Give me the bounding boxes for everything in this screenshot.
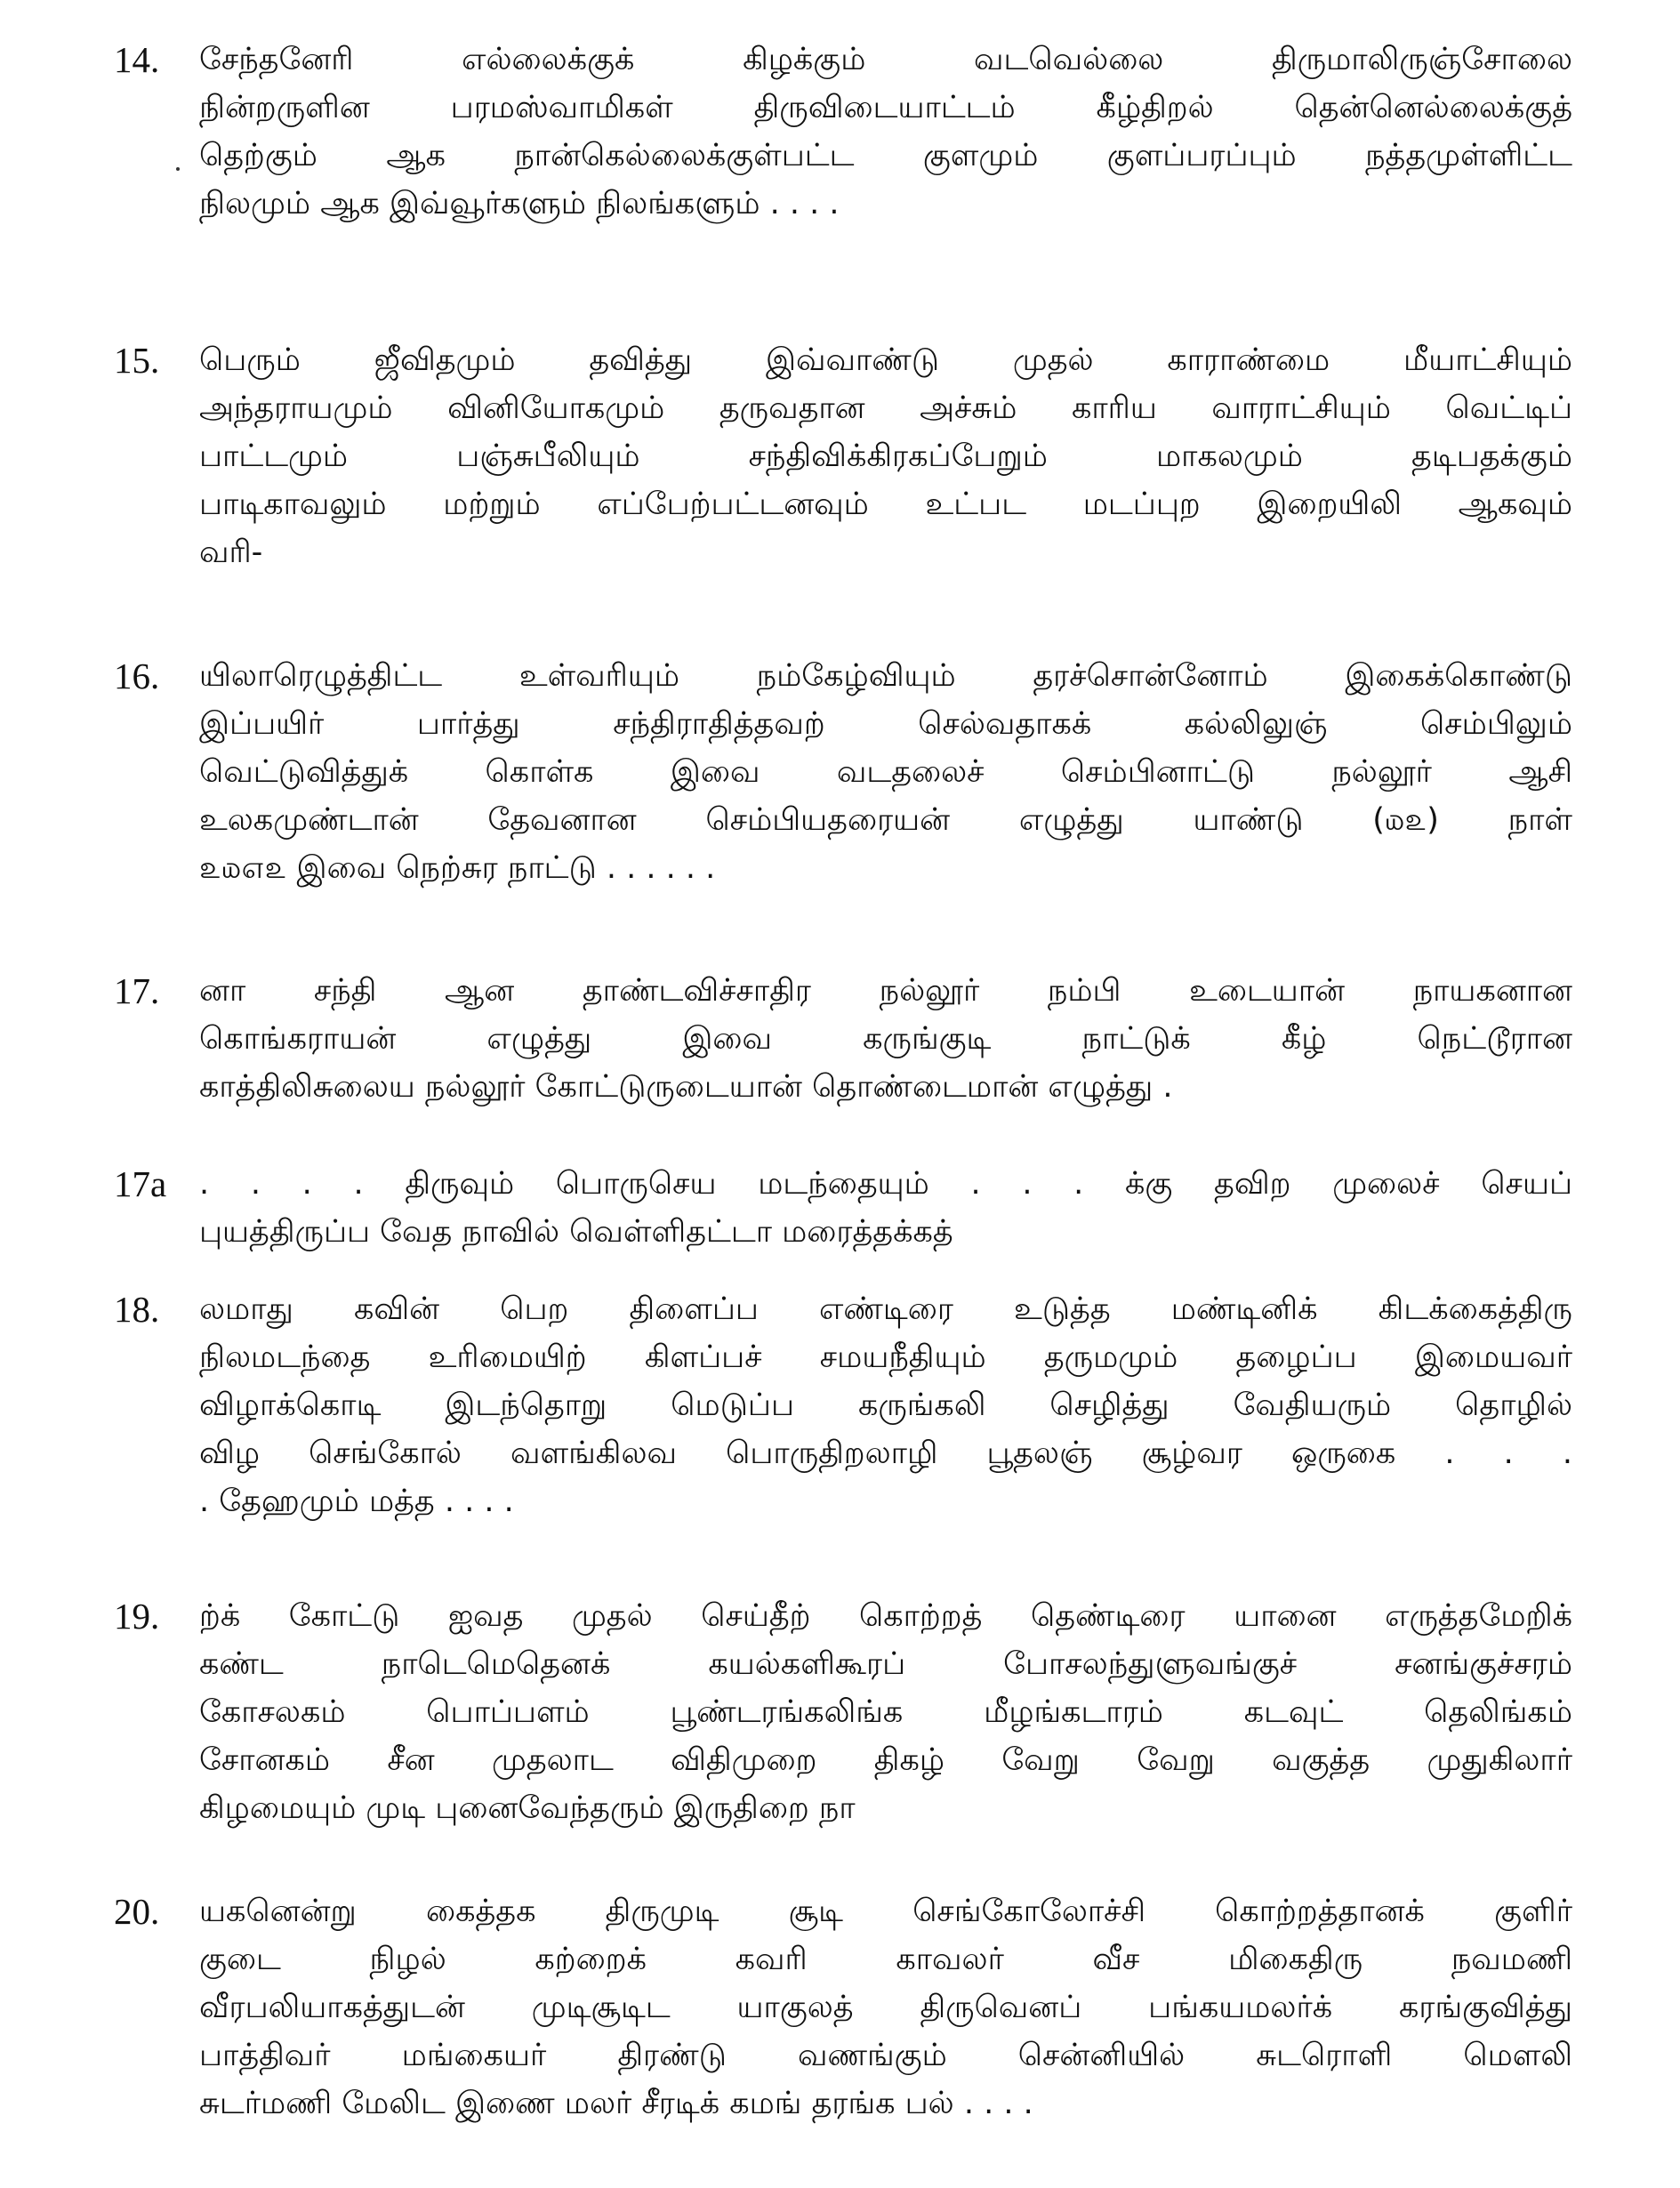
- text-line: சோனகம் சீன முதலாட விதிமுறை திகழ் வேறு வேறு வகுத்த முதுகிலார்: [199, 1742, 1572, 1778]
- verse-number: 14.: [114, 39, 160, 80]
- text-line: ௨௰௭௨ இவை நெற்சுர நாட்டு . . . . . .: [199, 850, 716, 886]
- text-line: பாட்டமும் பஞ்சுபீலியும் சந்திவிக்கிரகப்பேறும் மாகலமும் தடிபதக்கும்: [199, 438, 1572, 474]
- verse-number: 17a: [114, 1163, 167, 1204]
- verse-number: 20.: [114, 1891, 160, 1932]
- text-line: நின்றருளின பரமஸ்வாமிகள் திருவிடையாட்டம் கீழ்திறல் தென்னெல்லைக்குத்: [199, 90, 1572, 125]
- verse-text: [199, 1887, 1572, 2128]
- text-line: னா சந்தி ஆன தாண்டவிச்சாதிர நல்லூர் நம்பி உடையான் நாயகனான: [199, 973, 1572, 1009]
- verse-text: [199, 336, 1572, 576]
- verse-number: 15.: [114, 340, 160, 381]
- verse-text: [199, 1160, 1572, 1256]
- verse-17a: [114, 1160, 1572, 1256]
- verse-text: [199, 1592, 1572, 1832]
- text-line: தெற்கும் ஆக நான்கெல்லைக்குள்பட்ட குளமும் குளப்பரப்பும் நத்தமுள்ளிட்ட: [199, 138, 1572, 173]
- verse-text: [199, 652, 1572, 892]
- text-line: சுடர்மணி மேலிட இணை மலர் சீரடிக் கமங் தரங்க பல் . . . .: [199, 2086, 1033, 2121]
- verse-text: [199, 967, 1572, 1111]
- text-line: வீரபலியாகத்துடன் முடிசூடிட யாகுலத் திருவெனப் பங்கயமலர்க் கரங்குவித்து: [199, 1990, 1572, 2025]
- text-line: விழாக்கொடி இடந்தொறு மெடுப்ப கருங்கலி செழித்து வேதியரும் தொழில்: [199, 1388, 1572, 1423]
- verse-number: 19.: [114, 1596, 160, 1637]
- text-line: அந்தராயமும் வினியோகமும் தருவதான அச்சும் காரிய வாராட்சியும் வெட்டிப்: [199, 390, 1572, 426]
- text-line: சேந்தனேரி எல்லைக்குக் கிழக்கும் வடவெல்லை திருமாலிருஞ்சோலை: [199, 42, 1572, 77]
- text-line: ற்க் கோட்டு ஐவத முதல் செய்தீற் கொற்றத் தெண்டிரை யானை எருத்தமேறிக்: [199, 1598, 1572, 1634]
- text-line: . தேஹமும் மத்த . . . .: [199, 1484, 514, 1519]
- verse-17: [114, 967, 1572, 1111]
- verse-number: 16.: [114, 656, 160, 696]
- text-line: இப்பயிர் பார்த்து சந்திராதித்தவற் செல்வதாகக் கல்லிலுஞ் செம்பிலும்: [199, 706, 1572, 742]
- verse-15: [114, 336, 1572, 576]
- text-line: பாடிகாவலும் மற்றும் எப்பேற்பட்டனவும் உட்பட மடப்புற இறையிலி ஆகவும்: [199, 487, 1572, 522]
- text-line: உலகமுண்டான் தேவனான செம்பியதரையன் எழுத்து யாண்டு (௰௨) நாள்: [199, 802, 1572, 838]
- text-line: பெரும் ஜீவிதமும் தவித்து இவ்வாண்டு முதல் காராண்மை மீயாட்சியும்: [199, 342, 1572, 378]
- verse-text: [199, 1285, 1572, 1525]
- text-line: நிலமும் ஆக இவ்வூர்களும் நிலங்களும் . . . .: [199, 186, 840, 221]
- verse-text: [199, 36, 1572, 228]
- text-line: கிழமையும் முடி புனைவேந்தரும் இருதிறை நா: [199, 1790, 856, 1826]
- text-line: கண்ட நாடெமெதெனக் கயல்களிகூரப் போசலந்துளுவங்குச் சனங்குச்சரம்: [199, 1646, 1572, 1682]
- text-line: வரி-: [199, 535, 263, 570]
- text-line: விழ செங்கோல் வளங்கிலவ பொருதிறலாழி பூதலஞ் சூழ்வர ஒருகை . . .: [199, 1436, 1572, 1471]
- text-line: யகனென்று கைத்தக திருமுடி சூடி செங்கோலோச்சி கொற்றத்தானக் குளிர்: [199, 1894, 1572, 1929]
- text-line: கோசலகம் பொப்பளம் பூண்டரங்கலிங்க மீழங்கடாரம் கடவுட் தெலிங்கம்: [199, 1694, 1572, 1730]
- verse-number: 17.: [114, 970, 160, 1011]
- text-line: பாத்திவர் மங்கையர் திரண்டு வணங்கும் சென்னியில் சுடரொளி மௌலி: [199, 2038, 1572, 2073]
- verse-20: [114, 1887, 1572, 2128]
- text-line: காத்திலிசுலைய நல்லூர் கோட்டுருடையான் தொண்டைமான் எழுத்து .: [199, 1069, 1173, 1105]
- text-line: நிலமடந்தை உரிமையிற் கிளப்பச் சமயநீதியும் தருமமும் தழைப்ப இமையவர்: [199, 1339, 1572, 1375]
- verse-16: [114, 652, 1572, 892]
- verse-number: 18.: [114, 1289, 160, 1330]
- verse-19: [114, 1592, 1572, 1832]
- text-line: குடை நிழல் கற்றைக் கவரி காவலர் வீச மிகைதிரு நவமணி: [199, 1942, 1572, 1977]
- text-line: கொங்கராயன் எழுத்து இவை கருங்குடி நாட்டுக் கீழ் நெட்டூரான: [199, 1021, 1572, 1057]
- text-line: லமாது கவின் பெற திளைப்ப எண்டிரை உடுத்த மண்டினிக் கிடக்கைத்திரு: [199, 1291, 1572, 1327]
- text-line: புயத்திருப்ப வேத நாவில் வெள்ளிதட்டா மரைத்தக்கத்: [199, 1214, 953, 1250]
- verse-18: [114, 1285, 1572, 1525]
- text-line: வெட்டுவித்துக் கொள்க இவை வடதலைச் செம்பினாட்டு நல்லூர் ஆசி: [199, 754, 1572, 790]
- text-line: . . . . திருவும் பொருசெய மடந்தையும் . . . க்கு தவிற முலைச் செயப்: [199, 1166, 1572, 1202]
- text-line: யிலாரெழுத்திட்ட உள்வரியும் நம்கேழ்வியும் தரச்சொன்னோம் இகைக்கொண்டு: [199, 658, 1572, 694]
- verse-14: [114, 36, 1572, 228]
